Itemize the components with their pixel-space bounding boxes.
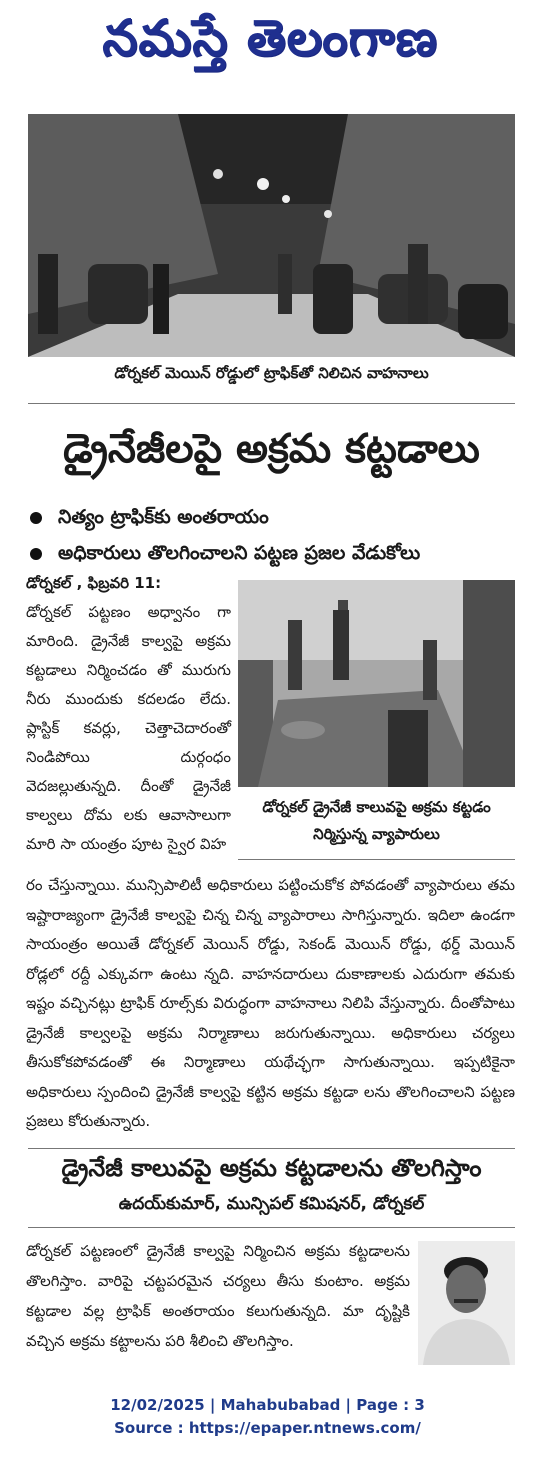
street-traffic-photo (28, 114, 515, 357)
portrait-illustration (418, 1241, 515, 1365)
divider (28, 1227, 515, 1228)
bullet-text: నిత్యం ట్రాఫిక్‌కు అంతరాయం (58, 506, 269, 528)
sub-headline: డ్రైనేజీ కాలువపై అక్రమ కట్టడాలను తొలగిస్తాం (61, 1154, 482, 1182)
footer-source-link[interactable]: Source : https://epaper.ntnews.com/ (114, 1419, 421, 1437)
footer-date-edition: 12/02/2025 | Mahabubabad | Page : 3 (110, 1396, 425, 1414)
divider (28, 403, 515, 404)
divider (28, 1148, 515, 1149)
bullet-point (30, 542, 420, 569)
drainage-scene-illustration (238, 580, 515, 787)
bullet-icon (30, 512, 42, 524)
newspaper-masthead: నమస్తే తెలంగాణ (102, 9, 438, 67)
bullet-point (30, 506, 269, 533)
drainage-construction-photo (238, 580, 515, 787)
official-byline: ఉదయ్‌కుమార్, మున్సిపల్ కమిషనర్, డోర్నకల్ (118, 1194, 425, 1214)
commissioner-quote-text: డోర్నకల్ పట్టణంలో డ్రైనేజీ కాల్వపై నిర్మించిన అక్రమ కట్టడాలను తొలగిస్తాం. వారిపై చట్టపరమైన చర్యలు తీసు కుంటాం. అక్రమ కట్టడాల వల్ల ట్రాఫిక్ అంతరాయం కలుగుతున్నది. మా దృష్టికి వచ్చిన అక్రమ కట్టాలను పరి శీలించి తొలగిస్తాం. (26, 1242, 410, 1350)
article-body-text: రం చేస్తున్నాయి. మున్సిపాలిటీ అధికారులు పట్టించుకోక పోవడంతో వ్యాపారులు తమ ఇష్టారాజ్యంగా డ్రైనేజీ కాల్వపై చిన్న చిన్న వ్యాపారాలు సాగిస్తున్నారు. ఇదిలా ఉండగా సాయంత్రం అయితే డోర్నకల్ మెయిన్ రోడ్డు, సెకండ్ మెయిన్ రోడ్డు, థర్డ్ మెయిన్ రోడ్లలో రద్దీ ఎక్కువగా ఉంటు న్నది. వాహనదారులు దుకాణాలకు ఎదురుగా తమకు ఇష్టం వచ్చినట్లు ట్రాఫిక్ రూల్స్‌కు విరుద్ధంగా వాహనాలు నిలిపి వేస్తున్నారు. దీంతోపాటు డ్రైనేజీ కాల్వలపై అక్రమ నిర్మాణాలు జరుగుతున్నాయి. అధికారులు చర్యలు తీసుకోకపోవడంతో ఈ నిర్మాణాలు యథేచ్ఛగా సాగుతున్నాయి. ఇప్పటికైనా అధికారులు స్పందించి డ్రైనేజీ కాల్వపై కట్టిన అక్రమ కట్టడా లను తొలగించాలని పట్టణ ప్రజలు కోరుతున్నారు. (26, 876, 515, 1130)
article-headline: డ్రైనేజీలపై అక్రమ కట్టడాలు (63, 426, 480, 472)
photo-caption: డోర్నకల్ డ్రైనేజీ కాలువపై అక్రమ కట్టడం నిర్మిస్తున్న వ్యాపారులు (262, 798, 491, 843)
article-column-text: డోర్నకల్ పట్టణం అధ్వానం గా మారింది. డ్రైనేజీ కాల్వపై అక్రమ కట్టడాలు నిర్మించడం తో మురుగు నీరు ముందుకు కదలడం లేదు. ప్లాస్టిక్ కవర్లు, చెత్తాచెదారంతో నిండిపోయి దుర్గంధం వెదజల్లుతున్నది. దీంతో డ్రైనేజీ కాల్వలు దోమ లకు ఆవాసాలుగా మారి సా యంత్రం పూట స్వైర విహ (26, 603, 231, 853)
bullet-text: అధికారులు తొలగించాలని పట్టణ ప్రజల వేడుకోలు (58, 542, 421, 564)
bullet-icon (30, 548, 42, 560)
dateline: డోర్నకల్ , ఫిబ్రవరి 11: (26, 574, 162, 592)
photo-caption: డోర్నకల్ మెయిన్ రోడ్డులో ట్రాఫిక్‌తో నిలిచిన వాహనాలు (114, 364, 429, 382)
commissioner-portrait (418, 1241, 515, 1365)
divider (238, 859, 515, 860)
street-scene-illustration (28, 114, 515, 357)
